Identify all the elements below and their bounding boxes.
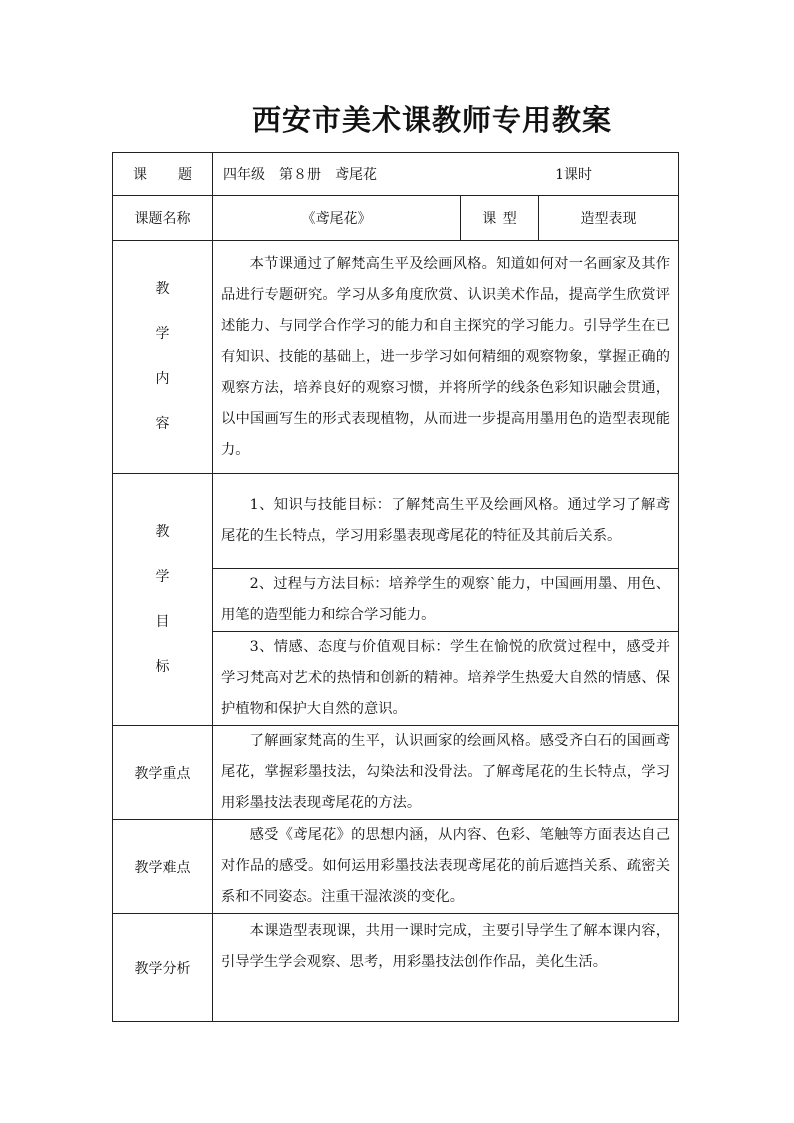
goal-process: 2、过程与方法目标：培养学生的观察`能力，中国画用墨、用色、用笔的造型能力和综合学习能力。 bbox=[213, 569, 679, 632]
content-label-char: 学 bbox=[155, 326, 170, 342]
key-points-row bbox=[113, 726, 679, 820]
content-row bbox=[113, 241, 679, 474]
topic-row bbox=[113, 153, 679, 196]
analysis-text: 本课造型表现课，共用一课时完成，主要引导学生了解本课内容，引导学生学会观察、思考，用彩墨技法创作作品，美化生活。 bbox=[213, 914, 679, 1022]
lesson-hours: 1课时 bbox=[555, 167, 593, 183]
goal-row-1 bbox=[113, 474, 679, 569]
goal-emotion: 3、情感、态度与价值观目标：学生在愉悦的欣赏过程中，感受并学习梵高对艺术的热情和创新的精神。培养学生热爱大自然的情感、保护植物和保护大自然的意识。 bbox=[213, 632, 679, 726]
content-label-char: 教 bbox=[155, 281, 170, 297]
topic-label-b: 题 bbox=[178, 167, 192, 183]
page-title: 西安市美术课教师专用教案 bbox=[251, 103, 612, 137]
topic-label-cell bbox=[113, 153, 213, 196]
lesson-name-value: 《鸢尾花》 bbox=[213, 196, 461, 241]
topic-label-a: 课 bbox=[133, 167, 147, 183]
goals-label-char: 学 bbox=[155, 568, 170, 585]
key-points-label: 教学重点 bbox=[113, 726, 213, 820]
type-label-a: 课 bbox=[482, 211, 497, 227]
type-label-cell bbox=[461, 196, 539, 241]
difficulties-label: 教学难点 bbox=[113, 820, 213, 914]
grade-info: 四年级 第８册 鸢尾花 bbox=[223, 167, 377, 183]
analysis-label: 教学分析 bbox=[113, 914, 213, 1022]
goals-label-char: 目 bbox=[155, 613, 170, 630]
type-label-b: 型 bbox=[502, 211, 517, 227]
difficulties-row bbox=[113, 820, 679, 914]
content-label-cell bbox=[113, 241, 213, 474]
name-row bbox=[113, 196, 679, 241]
goal-knowledge: 1、知识与技能目标：了解梵高生平及绘画风格。通过学习了解鸢尾花的生长特点，学习用彩墨表现鸢尾花的特征及其前后关系。 bbox=[213, 474, 679, 569]
key-points-text: 了解画家梵高的生平，认识画家的绘画风格。感受齐白石的国画鸢尾花，掌握彩墨技法，勾染法和没骨法。了解鸢尾花的生长特点，学习用彩墨技法表现鸢尾花的方法。 bbox=[213, 726, 679, 820]
name-label: 课题名称 bbox=[113, 196, 213, 241]
lesson-type-value: 造型表现 bbox=[539, 196, 679, 241]
topic-value-cell bbox=[213, 153, 679, 196]
goals-label-char: 教 bbox=[155, 523, 170, 540]
content-label-char: 容 bbox=[155, 416, 170, 432]
content-text: 本节课通过了解梵高生平及绘画风格。知道如何对一名画家及其作品进行专题研究。学习从多角度欣赏、认识美术作品，提高学生欣赏评述能力、与同学合作学习的能力和自主探究的学习能力。引导学生在已有知识、技能的基础上，进一步学习如何精细的观察物象，掌握正确的观察方法，培养良好的观察习惯，并将所学的线条色彩知识融会贯通，以中国画写生的形式表现植物，从而进一步提高用墨用色的造型表现能力。 bbox=[213, 241, 679, 474]
lesson-plan-table bbox=[112, 152, 679, 1022]
content-label-char: 内 bbox=[155, 371, 170, 387]
difficulties-text: 感受《鸢尾花》的思想内涵，从内容、色彩、笔触等方面表达自己对作品的感受。如何运用彩墨技法表现鸢尾花的前后遮挡关系、疏密关系和不同姿态。注重干湿浓淡的变化。 bbox=[213, 820, 679, 914]
analysis-row bbox=[113, 914, 679, 1022]
goals-label-cell bbox=[113, 474, 213, 726]
goals-label-char: 标 bbox=[155, 658, 170, 675]
